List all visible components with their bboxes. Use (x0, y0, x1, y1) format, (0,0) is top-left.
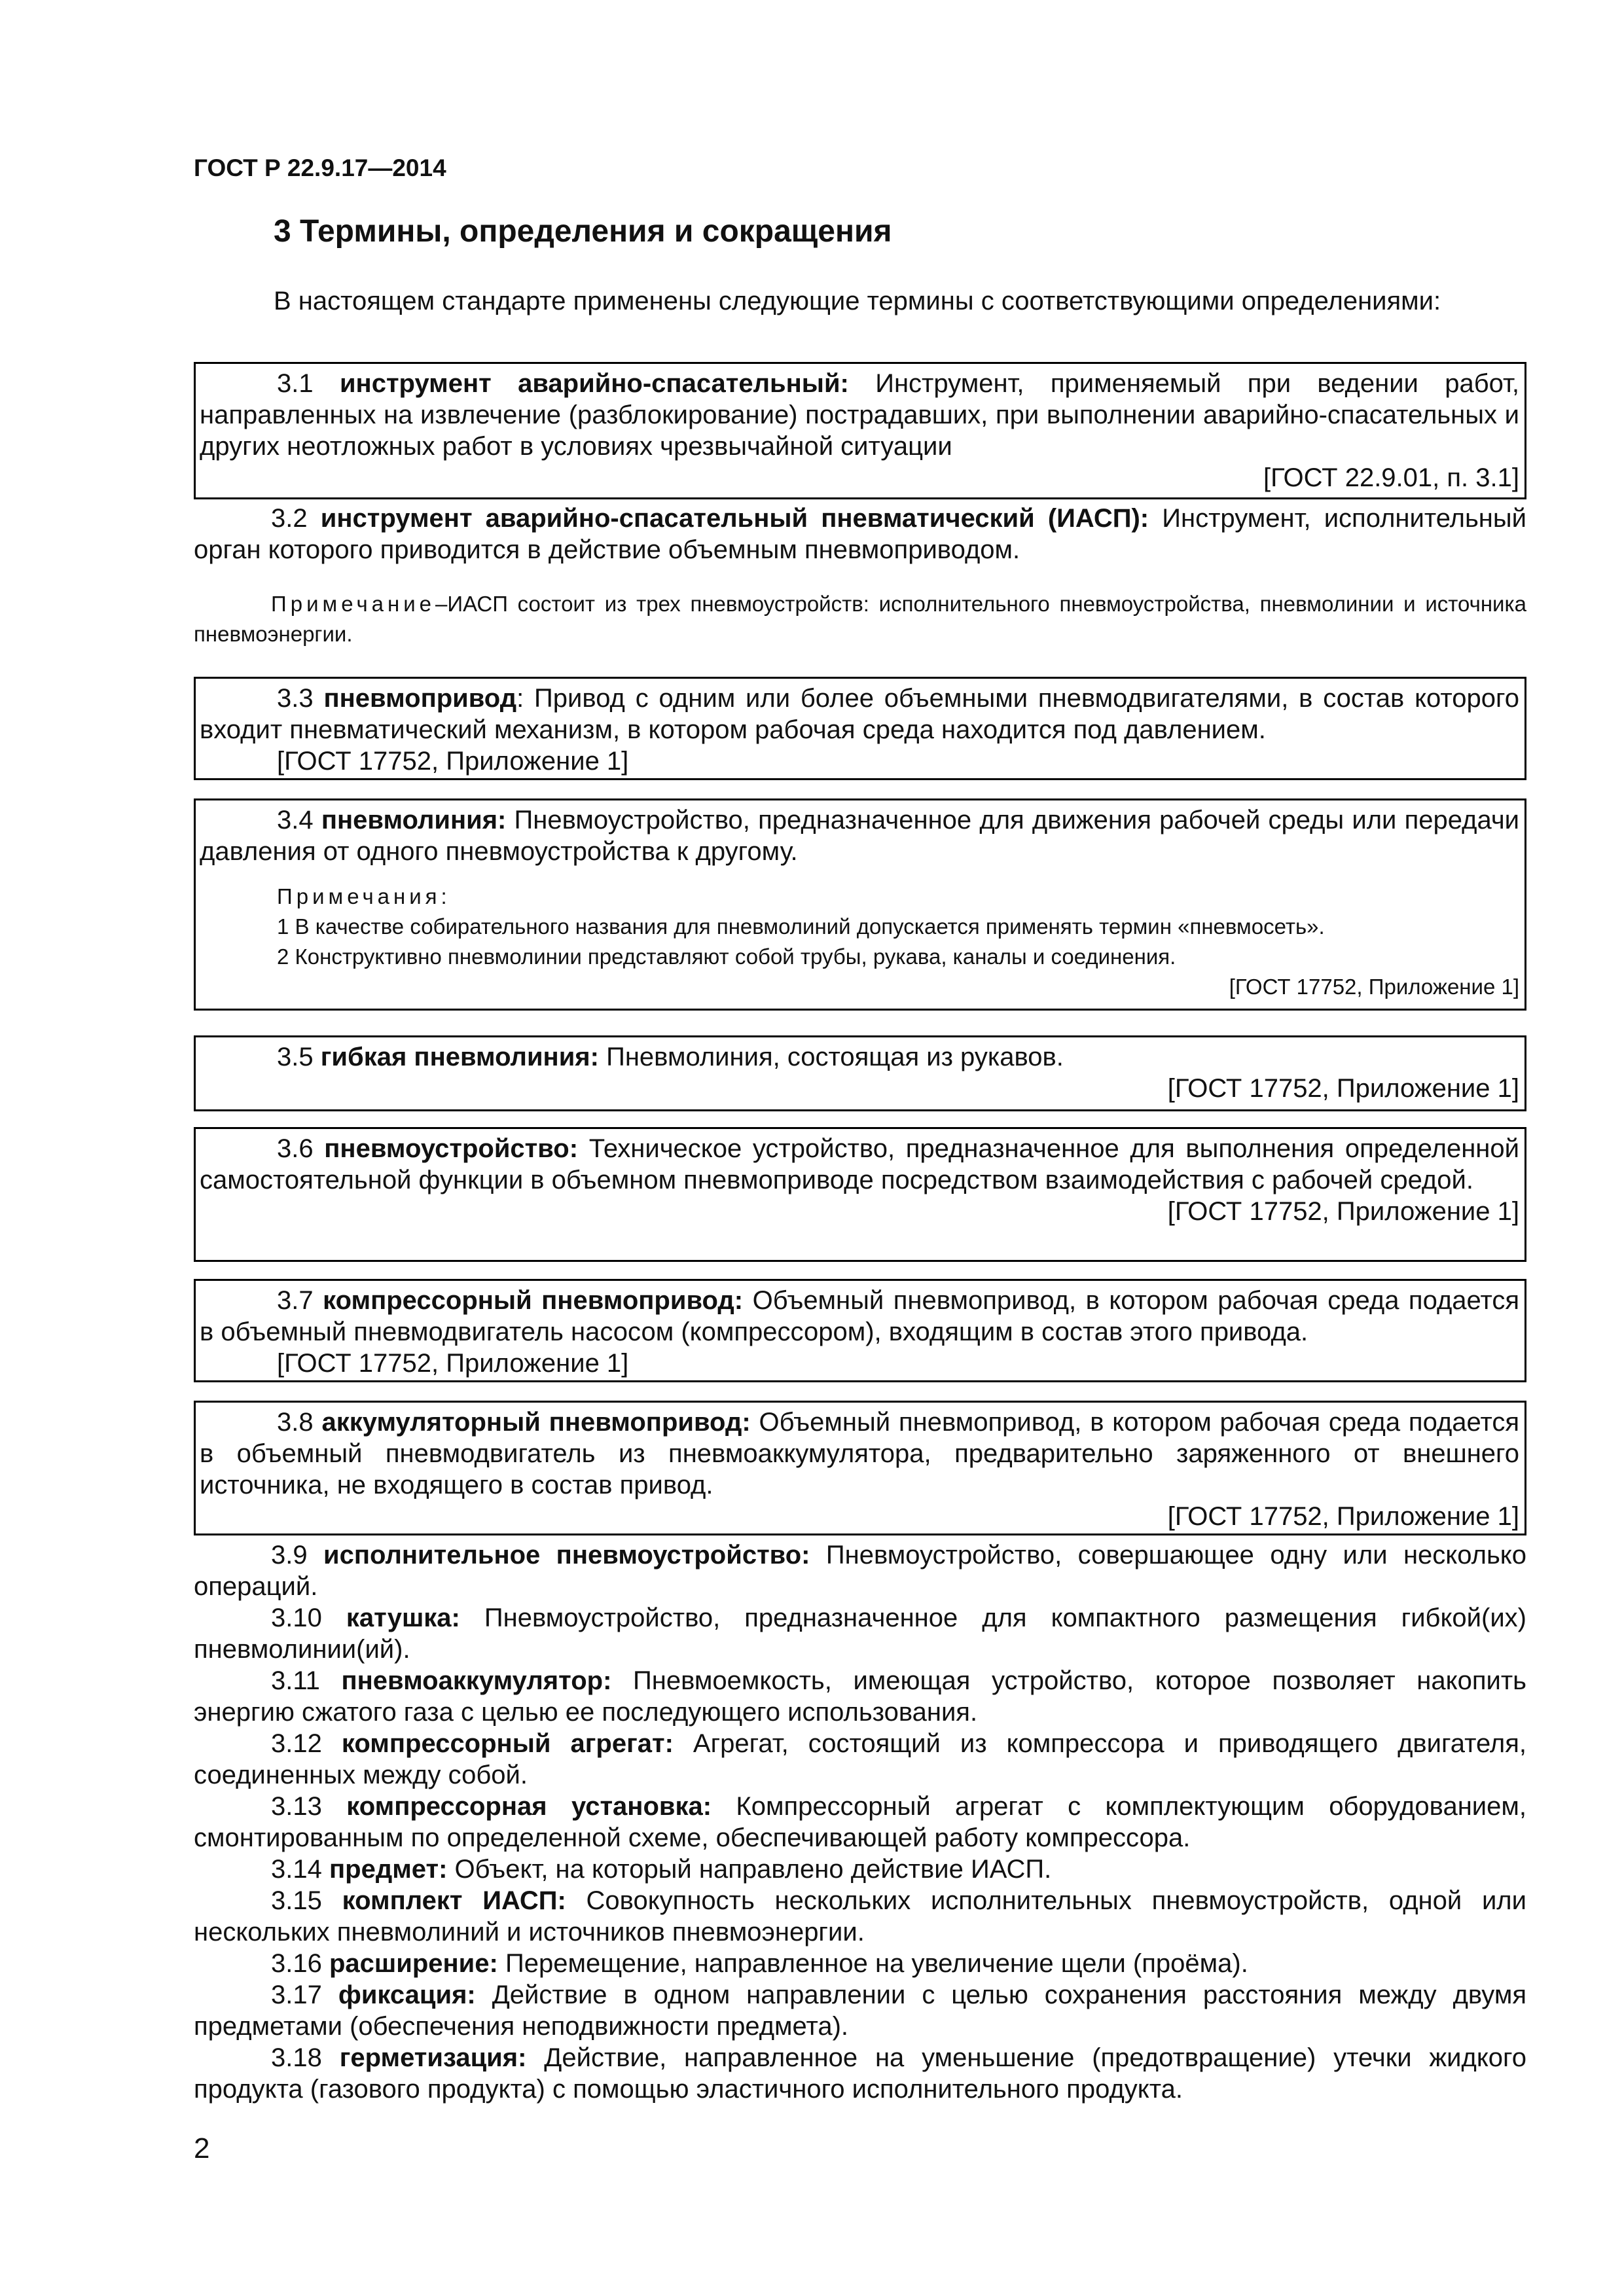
term-number: 3.4 (277, 806, 314, 834)
term-definition: Объемный пневмопривод, в котором рабочая среда подается в объемный пневмодвигатель насосом (компрессором), входящим в состав этого привода. (200, 1286, 1519, 1346)
term-number: 3.13 (271, 1792, 322, 1821)
term-definition: Объект, на который направлено действие ИАСП. (447, 1855, 1052, 1884)
note-item: 2 Конструктивно пневмолинии представляют собой трубы, рукава, каналы и соединения. (277, 944, 1176, 969)
term-name: пневмоаккумулятор: (341, 1666, 612, 1695)
term-name: фиксация: (338, 1981, 476, 2009)
term-name: гибкая пневмолиния: (320, 1043, 599, 1071)
note-3-2 (194, 589, 1526, 649)
term-box-3-4 (194, 798, 1526, 1011)
note-label: Примечание (271, 592, 436, 616)
term-3-12 (194, 1728, 1526, 1791)
term-source: [ГОСТ 17752, Приложение 1] (277, 747, 629, 776)
term-name: пневмолиния: (321, 806, 507, 834)
term-number: 3.6 (277, 1134, 314, 1163)
term-source: [ГОСТ 22.9.01, п. 3.1] (1263, 463, 1519, 492)
term-number: 3.5 (277, 1043, 314, 1071)
term-definition: Компрессорный агрегат с комплектующим оборудованием, смонтированным по определенной схеме, обеспечивающей работу компрессора. (194, 1792, 1527, 1852)
term-name: катушка: (346, 1604, 460, 1632)
term-definition: Инструмент, исполнительный орган которого приводится в действие объемным пневмоприводом. (194, 504, 1526, 564)
term-3-15 (194, 1885, 1526, 1948)
section-title: 3 Термины, определения и сокращения (274, 214, 892, 249)
term-number: 3.3 (277, 684, 314, 713)
term-box-3-1 (194, 362, 1526, 499)
term-definition: Перемещение, направленное на увеличение щели (проёма). (497, 1949, 1248, 1978)
term-name: предмет: (329, 1855, 448, 1884)
term-name: расширение: (329, 1949, 498, 1978)
term-box-3-3 (194, 677, 1526, 780)
term-number: 3.2 (271, 504, 308, 533)
term-number: 3.18 (271, 2043, 322, 2072)
term-number: 3.8 (277, 1408, 314, 1437)
term-box-3-6 (194, 1127, 1526, 1262)
term-name: исполнительное пневмоустройство: (323, 1541, 810, 1570)
term-3-9 (194, 1539, 1526, 1602)
note-text: –ИАСП состоит из трех пневмоустройств: исполнительного пневмоустройства, пневмолинии и источника пневмоэнергии. (194, 592, 1526, 646)
term-definition: Пневмолиния, состоящая из рукавов. (598, 1043, 1064, 1071)
term-name: компрессорный пневмопривод: (323, 1286, 744, 1315)
term-definition: Агрегат, состоящий из компрессора и приводящего двигателя, соединенных между собой. (194, 1729, 1526, 1789)
term-name: пневмоустройство: (324, 1134, 579, 1163)
note-item: 1 В качестве собирательного названия для пневмолиний допускается применять термин «пневмосеть». (277, 914, 1325, 939)
term-number: 3.11 (271, 1666, 320, 1695)
term-definition: Пневмоустройство, совершающее одну или несколько операций. (194, 1541, 1526, 1601)
term-3-2 (194, 503, 1526, 565)
term-source: [ГОСТ 17752, Приложение 1] (1229, 975, 1519, 999)
term-number: 3.9 (271, 1541, 308, 1570)
page-number: 2 (194, 2132, 210, 2164)
term-3-14 (194, 1854, 1526, 1885)
term-name: компрессорный агрегат: (341, 1729, 674, 1758)
term-definition: Инструмент, применяемый при ведении работ, направленных на извлечение (разблокирование) пострадавших, при выполнении аварийно-спасательных и других неотложных работ в условиях чрезвычайной ситуации (200, 369, 1520, 461)
term-number: 3.7 (277, 1286, 314, 1315)
term-definition: Техническое устройство, предназначенное для выполнения определенной самостоятельной функции в объемном пневмоприводе посредством взаимодействия с рабочей средой. (200, 1134, 1519, 1194)
term-source: [ГОСТ 17752, Приложение 1] (1167, 1502, 1519, 1531)
term-number: 3.14 (271, 1855, 322, 1884)
term-number: 3.12 (271, 1729, 322, 1758)
term-name: компрессорная установка: (346, 1792, 712, 1821)
term-number: 3.16 (271, 1949, 322, 1978)
term-name: инструмент аварийно-спасательный: (339, 369, 849, 398)
term-box-3-5 (194, 1035, 1526, 1111)
term-source: [ГОСТ 17752, Приложение 1] (1167, 1074, 1519, 1103)
document-header: ГОСТ Р 22.9.17—2014 (194, 154, 446, 181)
term-3-18 (194, 2042, 1526, 2105)
term-source: [ГОСТ 17752, Приложение 1] (277, 1349, 629, 1378)
term-name: инструмент аварийно-спасательный пневматический (ИАСП): (320, 504, 1149, 533)
term-source: [ГОСТ 17752, Приложение 1] (1167, 1197, 1519, 1226)
term-number: 3.10 (271, 1604, 322, 1632)
term-box-3-8 (194, 1401, 1526, 1535)
term-box-3-7 (194, 1279, 1526, 1382)
term-number: 3.17 (271, 1981, 322, 2009)
term-name: аккумуляторный пневмопривод: (321, 1408, 751, 1437)
intro-text: В настоящем стандарте применены следующие термины с соответствующими определениями: (274, 287, 1441, 315)
term-3-11 (194, 1665, 1526, 1728)
term-3-17 (194, 1979, 1526, 2042)
term-definition: Объемный пневмопривод, в котором рабочая среда подается в объемный пневмодвигатель из пневмоаккумулятора, предварительно заряженного от внешнего источника, не входящего в состав привод. (200, 1408, 1519, 1499)
term-definition: Пневмоустройство, предназначенное для компактного размещения гибкой(их) пневмолинии(ий). (194, 1604, 1526, 1664)
term-number: 3.15 (271, 1886, 322, 1915)
term-3-16 (194, 1948, 1526, 1979)
notes-label: Примечания: (277, 884, 451, 908)
term-number: 3.1 (277, 369, 314, 398)
term-definition: Пневмоустройство, предназначенное для движения рабочей среды или передачи давления от одного пневмоустройства к другому. (200, 806, 1519, 866)
term-definition: Совокупность нескольких исполнительных пневмоустройств, одной или нескольких пневмолиний и источников пневмоэнергии. (194, 1886, 1526, 1946)
term-name: пневмопривод (323, 684, 517, 713)
term-3-10 (194, 1602, 1526, 1665)
term-definition: Действие, направленное на уменьшение (предотвращение) утечки жидкого продукта (газового продукта) с помощью эластичного исполнительного продукта. (194, 2043, 1526, 2104)
term-definition: Пневмоемкость, имеющая устройство, которое позволяет накопить энергию сжатого газа с целью ее последующего использования. (194, 1666, 1526, 1727)
term-name: комплект ИАСП: (342, 1886, 566, 1915)
term-name: герметизация: (339, 2043, 527, 2072)
term-definition: : Привод с одним или более объемными пневмодвигателями, в состав которого входит пневматический механизм, в котором рабочая среда находится под давлением. (200, 684, 1519, 744)
term-3-13 (194, 1791, 1526, 1854)
term-list (194, 1539, 1526, 2105)
term-definition: Действие в одном направлении с целью сохранения расстояния между двумя предметами (обеспечения неподвижности предмета). (194, 1981, 1526, 2041)
